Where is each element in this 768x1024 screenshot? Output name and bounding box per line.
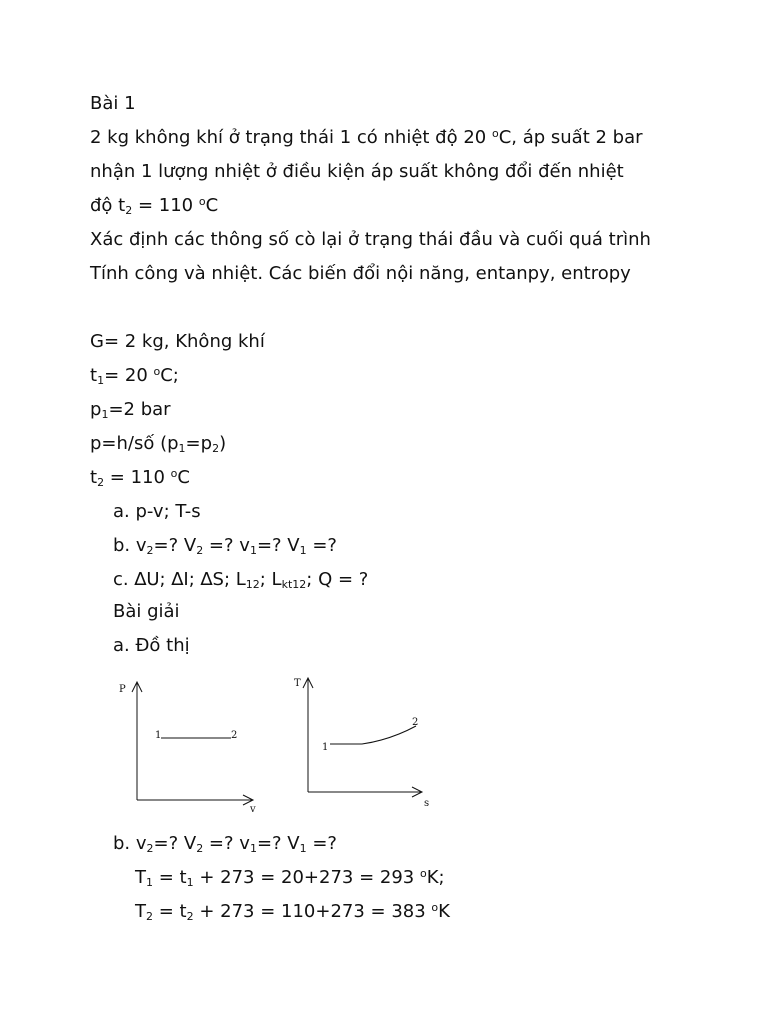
question-a: a. p-v; T-s: [113, 501, 201, 522]
ts-point-2-label: 2: [412, 717, 419, 728]
solution-T1: $T_1 = t_1 + 273 = 20+273 = 293$ $^o$K;: [135, 867, 445, 889]
pv-x-label: v: [250, 804, 256, 812]
statement-line-4: Xác định các thông số cò lại ở trạng thái đầu và cuối quá trình: [90, 229, 651, 250]
question-b: b. $v_2=$? $V_2$ =? $v_1=$? $V_1$ =?: [113, 535, 337, 557]
statement-line-1: 2 kg không khí ở trạng thái 1 có nhiệt độ 20 $^o$C, áp suất 2 bar: [90, 127, 643, 148]
statement-line-5: Tính công và nhiệt. Các biến đổi nội năng, entanpy, entropy: [90, 263, 631, 284]
given-mass: G= 2 kg, Không khí: [90, 331, 265, 352]
ts-diagram: [290, 672, 440, 812]
ts-point-1-label: 1: [322, 742, 329, 753]
given-t1: $t_1= 20$ $^o$C;: [90, 365, 179, 387]
statement-line-3: độ $t_2 = 110$ $^o$C: [90, 195, 219, 217]
solution-part-a: a. Đồ thị: [113, 635, 190, 656]
problem-title: Bài 1: [90, 93, 136, 114]
solution-part-b: b. $v_2=$? $V_2$ =? $v_1=$? $V_1$ =?: [113, 833, 337, 855]
ts-y-label: T: [294, 678, 301, 689]
question-c: c. ∆U; ∆I; ∆S; $L_{12}$; $L_{kt12}$; Q = ?: [113, 569, 369, 591]
statement-line-2: nhận 1 lượng nhiệt ở điều kiện áp suất không đổi đến nhiệt: [90, 161, 624, 182]
solution-title: Bài giải: [113, 601, 180, 622]
pv-point-2-label: 2: [231, 730, 238, 741]
pv-point-1-label: 1: [155, 730, 162, 741]
given-t2: $t_2 = 110$ $^o$C: [90, 467, 190, 489]
solution-T2: $T_2 = t_2 + 273 = 110+273 = 383$ $^o$K: [135, 901, 450, 923]
pv-diagram: [115, 672, 265, 812]
pv-y-label: P: [119, 684, 126, 695]
given-p1: $p_1=2$ bar: [90, 399, 171, 421]
given-p-const: p=h/số $(p_1=p_2)$: [90, 433, 227, 455]
ts-x-label: s: [424, 798, 430, 809]
ts-isobar-curve: [330, 726, 416, 744]
